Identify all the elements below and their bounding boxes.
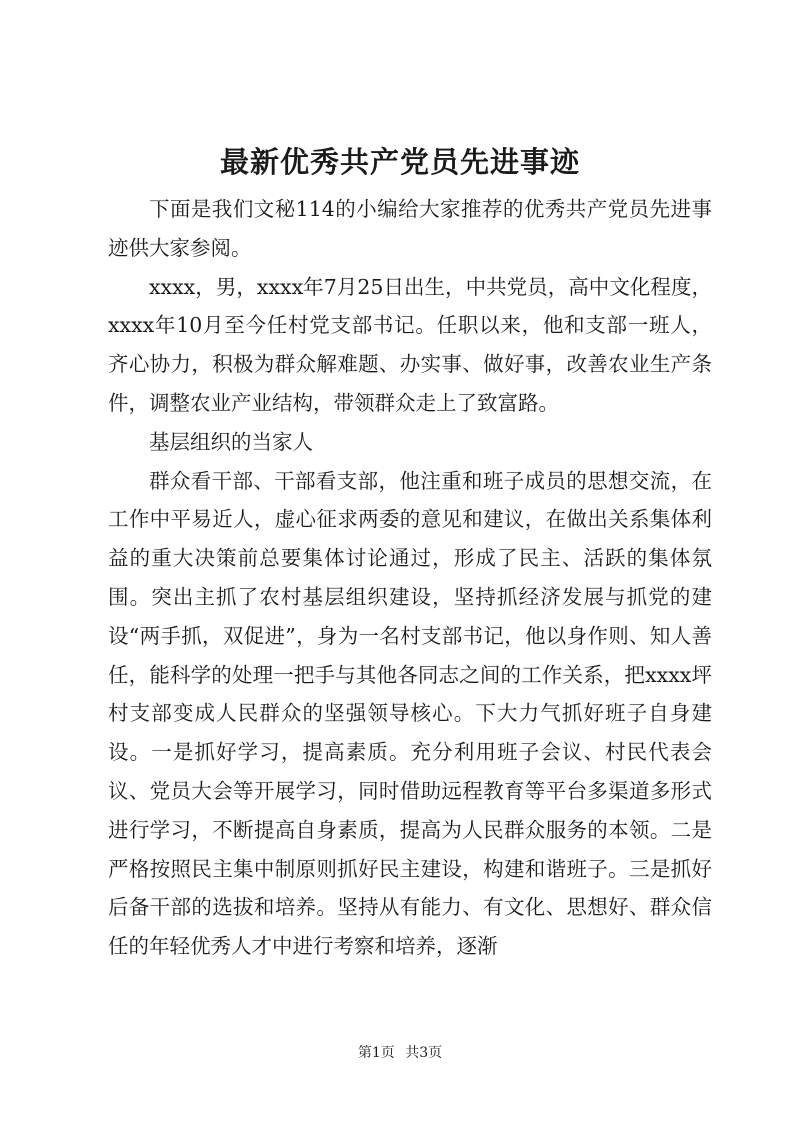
paragraph-profile: xxxx，男，xxxx年7月25日出生，中共党员，高中文化程度，xxxx年10月至今任村党支部书记。任职以来，他和支部一班人，齐心协力，积极为群众解难题、办实事、做好事，改善农业生产条件，调整农业产业结构，带领群众走上了致富路。: [108, 274, 712, 415]
page-total: 共3页: [405, 1045, 443, 1061]
paragraph-leadership: 群众看干部、干部看支部，他注重和班子成员的思想交流，在工作中平易近人，虚心征求两委的意见和建议，在做出关系集体利益的重大决策前总要集体讨论通过，形成了民主、活跃的集体氛围。突出主抓了农村基层组织建设，坚持抓经济发展与抓党的建设“两手抓，双促进”，身为一名村支部书记，他以身作则、知人善任，能科学的处理一把手与其他各同志之间的工作关系，把xxxx坪村支部变成人民群众的坚强领导核心。下大力气抓好班子自身建设。一是抓好学习，提高素质。充分利用班子会议、村民代表会议、党员大会等开展学习，同时借助远程教育等平台多渠道多形式进行学习，不断提高自身素质，提高为人民群众服务的本领。二是严格按照民主集中制原则抓好民主建设，构建和谐班子。三是抓好后备干部的选拔和培养。坚持从有能力、有文化、思想好、群众信任的年轻优秀人才中进行考察和培养，逐渐: [108, 468, 712, 959]
document-body: [108, 190, 712, 966]
document-title: 最新优秀共产党员先进事迹: [219, 145, 580, 179]
page-number: 第1页: [357, 1045, 395, 1061]
paragraph-intro: 下面是我们文秘114的小编给大家推荐的优秀共产党员先进事迹供大家参阅。: [108, 197, 712, 260]
page-footer: [0, 1043, 800, 1063]
section-heading: 基层组织的当家人: [149, 429, 313, 454]
